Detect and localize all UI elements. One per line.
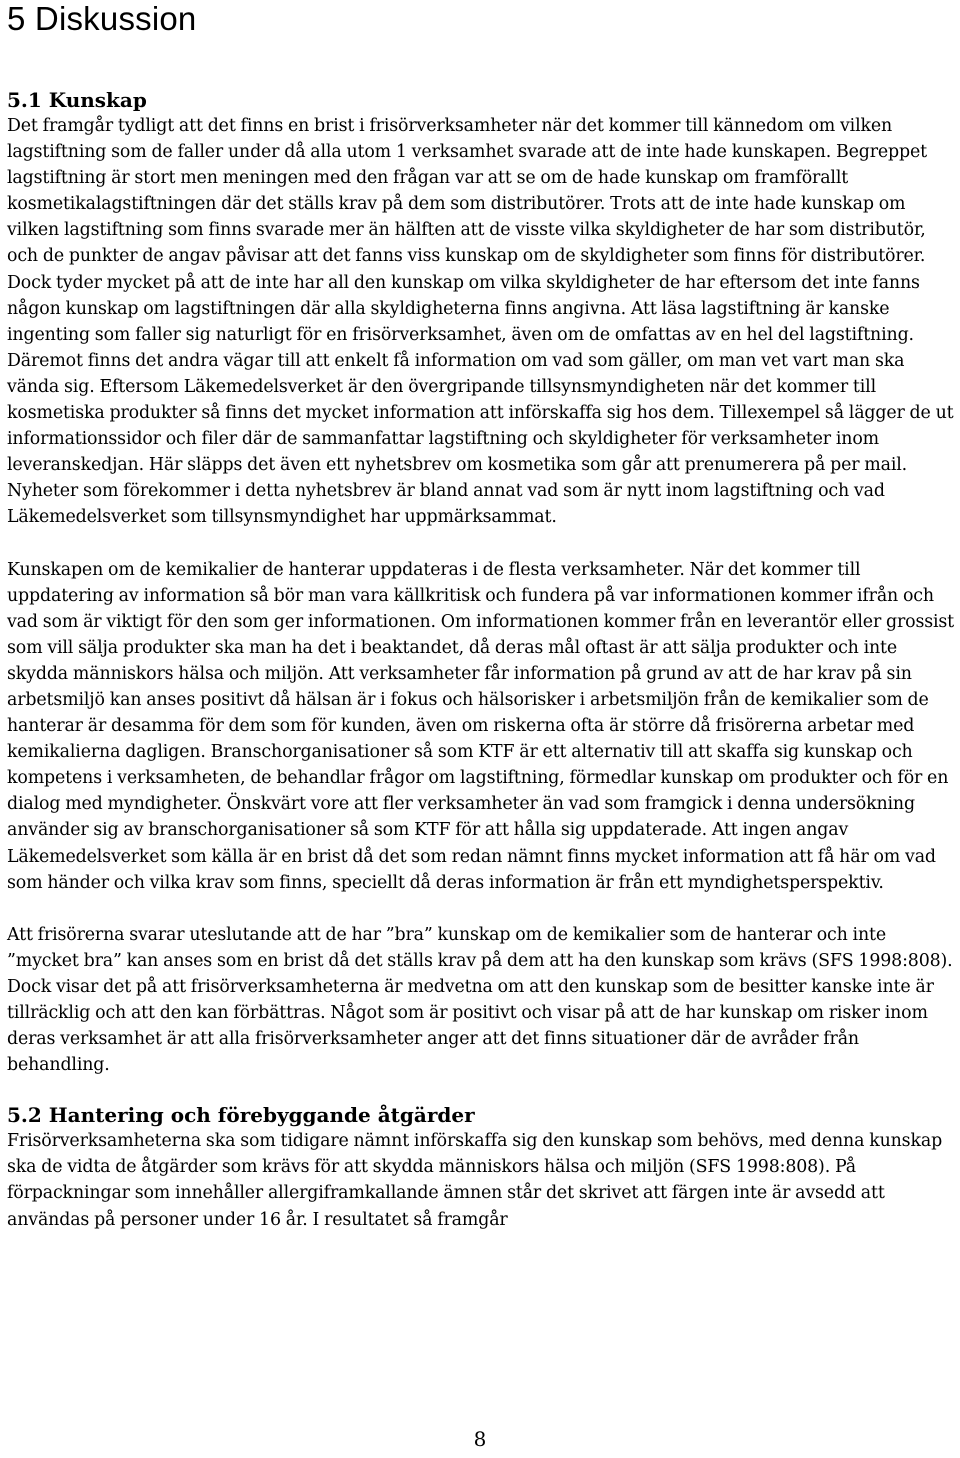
document-page: [7, 0, 955, 1233]
page-number: 8: [473, 1427, 487, 1451]
paragraph: Frisörverksamheterna ska som tidigare nämnt införskaffa sig den kunskap som behövs, med denna kunskap ska de vidta de åtgärder som krävs för att skydda människors hälsa och miljön (SFS 1998:808). På förpackningar som innehåller allergiframkallande ämnen står det skrivet att färgen inte är avsedd att användas på personer under 16 år. I resultatet så framgår: [7, 1131, 943, 1230]
paragraph: Det framgår tydligt att det finns en brist i frisörverksamheter när det kommer till kännedom om vilken lagstiftning som de faller under då alla utom 1 verksamhet svarade att de inte hade kunskapen. Begreppet lagstiftning är stort men meningen med den frågan var att se om de hade kunskap om framförallt kosmetikalagstiftningen där det ställs krav på dem som distributörer. Trots att de inte hade kunskap om vilken lagstiftning som finns svarade mer än hälften att de visste vilka skyldigheter de har som distributör, och de punkter de angav påvisar att det fanns viss kunskap om de skyldigheter som finns för distributörer. Dock tyder mycket på att de inte har all den kunskap om vilka skyldigheter de har eftersom det inte fanns någon kunskap om lagstiftningen där alla skyldigheterna finns angivna. Att läsa lagstiftning är kanske ingenting som faller sig naturligt för en frisörverksamhet, även om de omfattas av en hel del lagstiftning. Däremot finns det andra vägar till att enkelt få information om vad som gäller, om man vet vart man ska vända sig. Eftersom Läkemedelsverket är den övergripande tillsynsmyndigheten när det kommer till kosmetiska produkter så finns det mycket information att införskaffa sig hos dem. Tillexempel så lägger de ut informationssidor och filer där de sammanfattar lagstiftning och skyldigheter för verksamheter inom leveranskedjan. Här släpps det även ett nyhetsbrev om kosmetika som går att prenumerera på per mail. Nyheter som förekommer i detta nyhetsbrev är bland annat vad som är nytt inom lagstiftning och vad Läkemedelsverket som tillsynsmyndighet har uppmärksammat.: [7, 116, 954, 528]
section-heading-hantering: 5.2 Hantering och förebyggande åtgärder: [7, 1103, 475, 1128]
paragraph: Att frisörerna svarar uteslutande att de har ”bra” kunskap om de kemikalier som de hanterar och inte ”mycket bra” kan anses som en brist då det ställs krav på dem att ha den kunskap som krävs (SFS 1998:808). Dock visar det på att frisörverksamheterna är medvetna om att den kunskap som de besitter kanske inte är tillräcklig och att den kan förbättras. Något som är positivt och visar på att de har kunskap om risker inom deras verksamhet är att alla frisörverksamheter anger att det finns situationer där de avråder från behandling.: [7, 924, 953, 1076]
section-heading-kunskap: 5.1 Kunskap: [7, 88, 147, 112]
chapter-title: 5 Diskussion: [7, 0, 197, 37]
paragraph: Kunskapen om de kemikalier de hanterar uppdateras i de flesta verksamheter. När det kommer till uppdatering av information så bör man vara källkritisk och fundera på var informationen kommer ifrån och vad som är viktigt för den som ger informationen. Om informationen kommer från en leverantör eller grossist som vill sälja produkter ska man ha det i beaktandet, då deras mål oftast är att sälja produkter och inte skydda människors hälsa och miljön. Att verksamheter får information på grund av att de har krav på sin arbetsmiljö kan anses positivt då hälsan är i fokus och hälsorisker i arbetsmiljön från de kemikalier som de hanterar är desamma för dem som för kunden, även om riskerna ofta är större då frisörerna arbetar med kemikalierna dagligen. Branschorganisationer så som KTF är ett alternativ till att skaffa sig kunskap och kompetens i verksamheten, de behandlar frågor om lagstiftning, förmedlar kunskap om produkter och för en dialog med myndigheter. Önskvärt vore att fler verksamheter än vad som framgick i denna undersökning använder sig av branschorganisationer så som KTF för att hålla sig uppdaterade. Att ingen angav Läkemedelsverket som källa är en brist då det som redan nämnt finns mycket information att få här om vad som händer och vilka krav som finns, speciellt då deras information är från ett myndighetsperspektiv.: [7, 559, 955, 893]
